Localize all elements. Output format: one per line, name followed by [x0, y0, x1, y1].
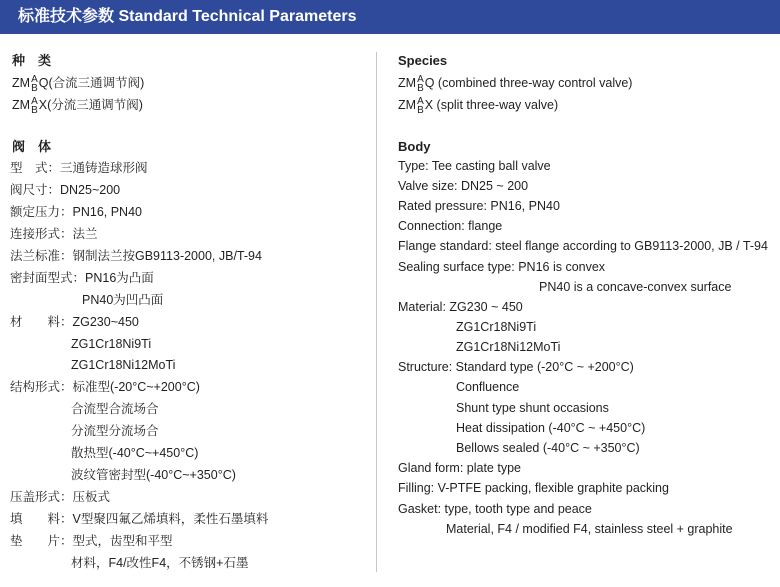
- spec-line-en: Sealing surface type: PN16 is convex: [398, 260, 606, 274]
- model-line-cn-2: ZM A B X(分流三通调节阀): [12, 96, 143, 116]
- spec-line-en: ZG1Cr18Ni12MoTi: [456, 340, 561, 354]
- spec-line-cn: 填 料：V型聚四氟乙烯填料，柔性石墨填料: [10, 512, 269, 526]
- spec-line-cn: 合流型合流场合: [71, 402, 159, 416]
- spec-line-cn: 材 料：ZG230~450: [10, 315, 139, 329]
- body-heading-cn: 阀 体: [12, 139, 52, 154]
- spec-line-en: Material: ZG230 ~ 450: [398, 300, 523, 314]
- spec-line-en: Heat dissipation (-40°C ~ +450°C): [456, 421, 646, 435]
- spec-line-cn: 压盖形式：压板式: [10, 490, 111, 504]
- model-ab-stack: A B: [417, 74, 424, 94]
- model-line-cn-1: ZM A B Q(合流三通调节阀): [12, 74, 145, 94]
- spec-line-cn: 材料，F4/改性F4，不锈钢+石墨: [71, 556, 249, 570]
- spec-line-en: Rated pressure: PN16, PN40: [398, 199, 560, 213]
- spec-line-cn: ZG1Cr18Ni9Ti: [71, 337, 152, 351]
- spec-line-cn: 法兰标准：钢制法兰按GB9113-2000, JB/T-94: [10, 249, 262, 263]
- model-ab-stack: A B: [31, 74, 38, 94]
- spec-line-en: Connection: flange: [398, 219, 503, 233]
- spec-line-en: Valve size: DN25 ~ 200: [398, 179, 529, 193]
- spec-line-en: ZG1Cr18Ni9Ti: [456, 320, 537, 334]
- spec-line-en: Shunt type shunt occasions: [456, 401, 609, 415]
- spec-line-en: Flange standard: steel flange according to GB9113-2000, JB / T-94: [398, 239, 768, 253]
- spec-line-en: Material, F4 / modified F4, stainless steel + graphite: [446, 522, 733, 536]
- spec-line-en: Gasket: type, tooth type and peace: [398, 502, 592, 516]
- spec-line-cn: ZG1Cr18Ni12MoTi: [71, 358, 176, 372]
- page-header: [0, 0, 780, 34]
- spec-line-en: Type: Tee casting ball valve: [398, 159, 551, 173]
- spec-line-cn: 阀尺寸：DN25~200: [10, 183, 121, 197]
- spec-line-en: Filling: V-PTFE packing, flexible graphite packing: [398, 481, 669, 495]
- spec-line-en: Structure: Standard type (-20°C ~ +200°C): [398, 360, 634, 374]
- spec-line-cn: 结构形式：标准型(-20°C~+200°C): [10, 380, 200, 394]
- spec-line-cn: PN40为凹凸面: [82, 293, 164, 307]
- spec-line-cn: 密封面型式：PN16为凸面: [10, 271, 154, 285]
- column-divider: [376, 52, 377, 572]
- model-ab-stack: A B: [417, 96, 424, 116]
- header-title: 标准技术参数 Standard Technical Parameters: [18, 8, 357, 25]
- spec-line-en: Gland form: plate type: [398, 461, 521, 475]
- spec-line-cn: 散热型(-40°C~+450°C): [71, 446, 199, 460]
- spec-line-cn: 连接形式：法兰: [10, 227, 98, 241]
- model-line-en-2: ZM A B X (split three-way valve): [398, 96, 559, 116]
- model-ab-stack: A B: [31, 96, 38, 116]
- spec-line-cn: 分流型分流场合: [71, 424, 159, 438]
- species-heading-en: Species: [398, 53, 448, 68]
- model-line-en-1: ZM A B Q (combined three-way control valve): [398, 74, 633, 94]
- spec-line-cn: 波纹管密封型(-40°C~+350°C): [71, 468, 236, 482]
- spec-line-cn: 额定压力：PN16, PN40: [10, 205, 142, 219]
- species-heading-cn: 种 类: [12, 53, 52, 68]
- spec-line-en: Confluence: [456, 380, 520, 394]
- spec-line-en: PN40 is a concave-convex surface: [539, 280, 732, 294]
- body-heading-en: Body: [398, 139, 431, 154]
- spec-line-cn: 垫 片：型式，齿型和平型: [10, 534, 173, 548]
- spec-line-en: Bellows sealed (-40°C ~ +350°C): [456, 441, 640, 455]
- spec-line-cn: 型 式：三通铸造球形阀: [10, 161, 148, 175]
